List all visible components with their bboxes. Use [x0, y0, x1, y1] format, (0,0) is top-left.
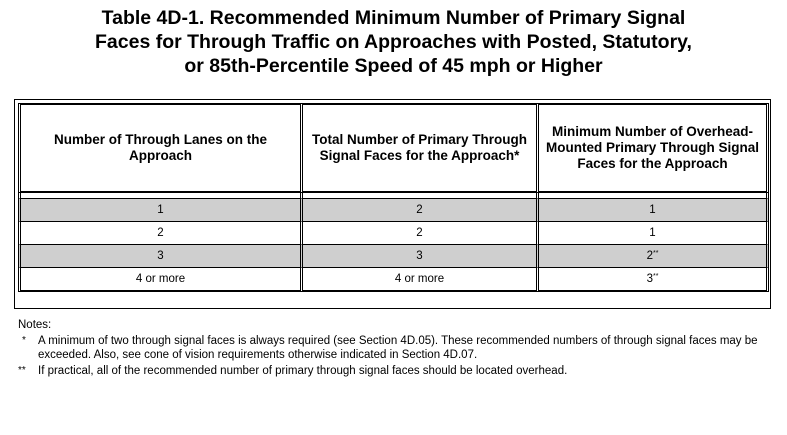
table-row — [18, 222, 769, 245]
title-line-1: Table 4D-1. Recommended Minimum Number of Primary Signal — [101, 7, 686, 29]
cell-lanes: 4 or more — [18, 268, 300, 292]
note-marker: * — [22, 335, 26, 346]
table-title — [0, 6, 787, 78]
cell-lanes: 1 — [18, 198, 300, 222]
cell-lanes: 3 — [18, 245, 300, 268]
cell-overhead-value: 2 — [646, 250, 653, 262]
cell-overhead — [536, 198, 769, 222]
cell-total: 2 — [300, 222, 536, 245]
notes-section — [18, 318, 778, 378]
note-text: If practical, all of the recommended number of primary through signal faces should be located overhead. — [38, 365, 568, 377]
table-row — [18, 198, 769, 222]
header-total-signal-faces: Total Number of Primary Through Signal Faces for the Approach* — [300, 103, 536, 193]
cell-overhead — [536, 222, 769, 245]
header-overhead-signal-faces: Minimum Number of Overhead-Mounted Primary Through Signal Faces for the Approach — [536, 103, 769, 193]
table-row — [18, 268, 769, 292]
cell-total: 3 — [300, 245, 536, 268]
cell-total: 4 or more — [300, 268, 536, 292]
note-marker: ** — [18, 365, 26, 376]
signal-faces-table — [18, 103, 769, 292]
header-row — [18, 103, 769, 193]
footnote-mark: ** — [652, 273, 659, 280]
cell-overhead — [536, 245, 769, 268]
cell-total: 2 — [300, 198, 536, 222]
title-line-2: Faces for Through Traffic on Approaches with Posted, Statutory, — [95, 31, 692, 53]
note-item — [18, 334, 778, 362]
note-item — [18, 364, 778, 378]
notes-heading: Notes: — [18, 319, 52, 331]
note-text: A minimum of two through signal faces is always required (see Section 4D.05). These recommended numbers of through signal faces may be exceeded. Also, see cone of vision requirements otherwise indicated in Section 4D.07. — [38, 335, 758, 361]
cell-overhead-value: 1 — [649, 227, 656, 239]
header-through-lanes: Number of Through Lanes on the Approach — [18, 103, 300, 193]
cell-lanes: 2 — [18, 222, 300, 245]
footnote-mark: ** — [652, 250, 659, 257]
cell-overhead-value: 3 — [646, 273, 653, 285]
title-line-3: or 85th-Percentile Speed of 45 mph or Higher — [184, 55, 603, 77]
cell-overhead — [536, 268, 769, 292]
table-row — [18, 245, 769, 268]
cell-overhead-value: 1 — [649, 204, 656, 216]
